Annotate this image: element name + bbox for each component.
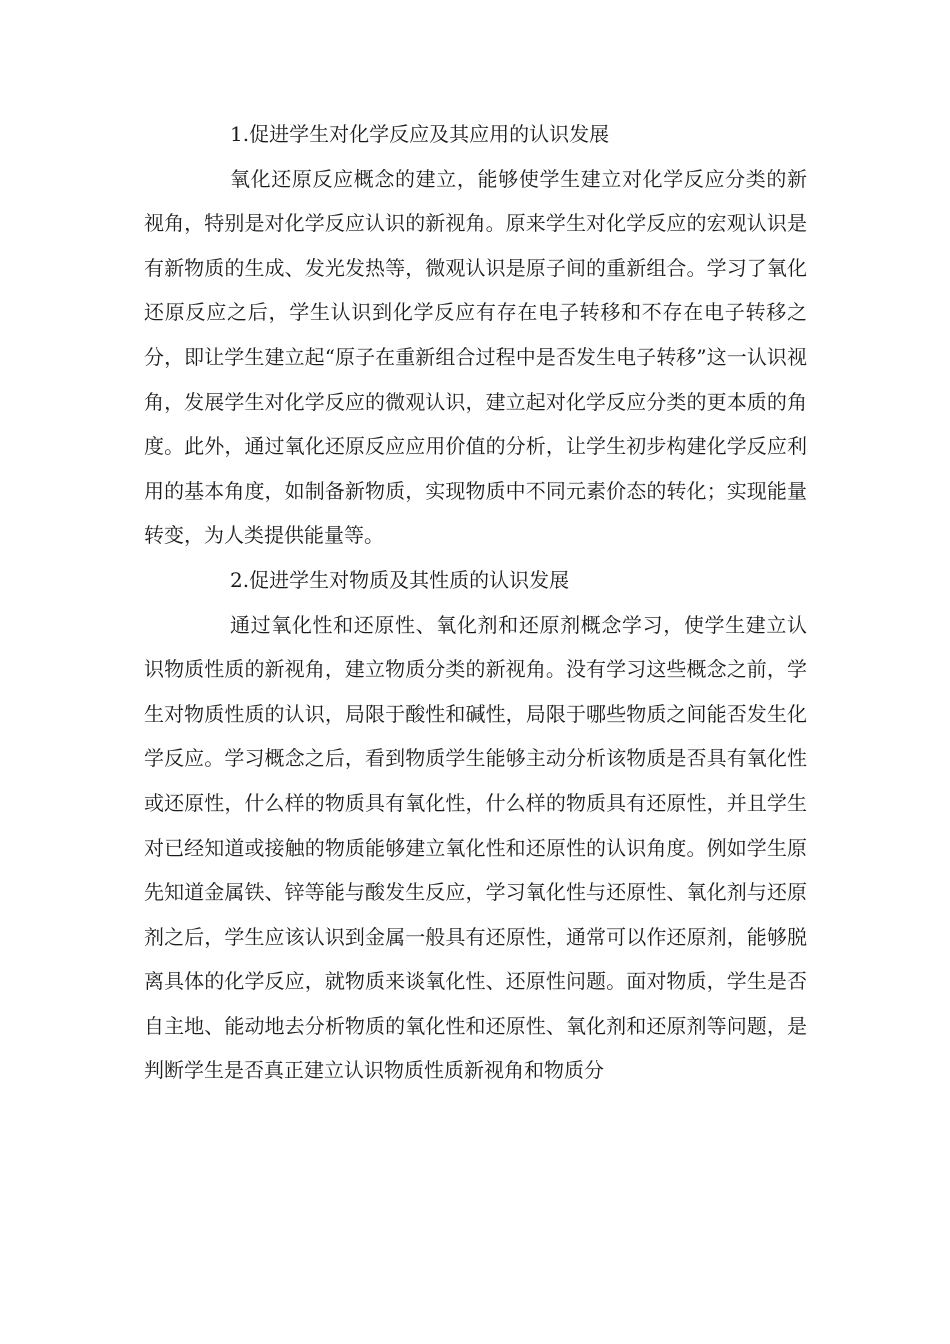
document-body [144, 112, 807, 1093]
section-heading-1: 1.促进学生对化学反应及其应用的认识发展 [230, 122, 610, 146]
section-heading-2: 2.促进学生对物质及其性质的认识发展 [230, 567, 570, 592]
section-paragraph-1: 氧化还原反应概念的建立，能够使学生建立对化学反应分类的新视角，特别是对化学反应认识的新视角。原来学生对化学反应的宏观认识是有新物质的生成、发光发热等，微观认识是原子间的重新组合。学习了氧化还原反应之后，学生认识到化学反应有存在电子转移和不存在电子转移之分，即让学生建立起“原子在重新组合过程中是否发生电子转移”这一认识视角，发展学生对化学反应的微观认识，建立起对化学反应分类的更本质的角度。此外，通过氧化还原反应应用价值的分析，让学生初步构建化学反应利用的基本角度，如制备新物质，实现物质中不同元素价态的转化；实现能量转变，为人类提供能量等。 [144, 166, 807, 548]
section-paragraph-2: 通过氧化性和还原性、氧化剂和还原剂概念学习，使学生建立认识物质性质的新视角，建立物质分类的新视角。没有学习这些概念之前，学生对物质性质的认识，局限于酸性和碱性，局限于哪些物质之间能否发生化学反应。学习概念之后，看到物质学生能够主动分析该物质是否具有氧化性或还原性，什么样的物质具有氧化性，什么样的物质具有还原性，并且学生对已经知道或接触的物质能够建立氧化性和还原性的认识角度。例如学生原先知道金属铁、锌等能与酸发生反应，学习氧化性与还原性、氧化剂与还原剂之后，学生应该认识到金属一般具有还原性，通常可以作还原剂，能够脱离具体的化学反应，就物质来谈氧化性、还原性问题。面对物质，学生是否自主地、能动地去分析物质的氧化性和还原性、氧化剂和还原剂等问题，是判断学生是否真正建立认识物质性质新视角和物质分 [144, 612, 807, 1083]
